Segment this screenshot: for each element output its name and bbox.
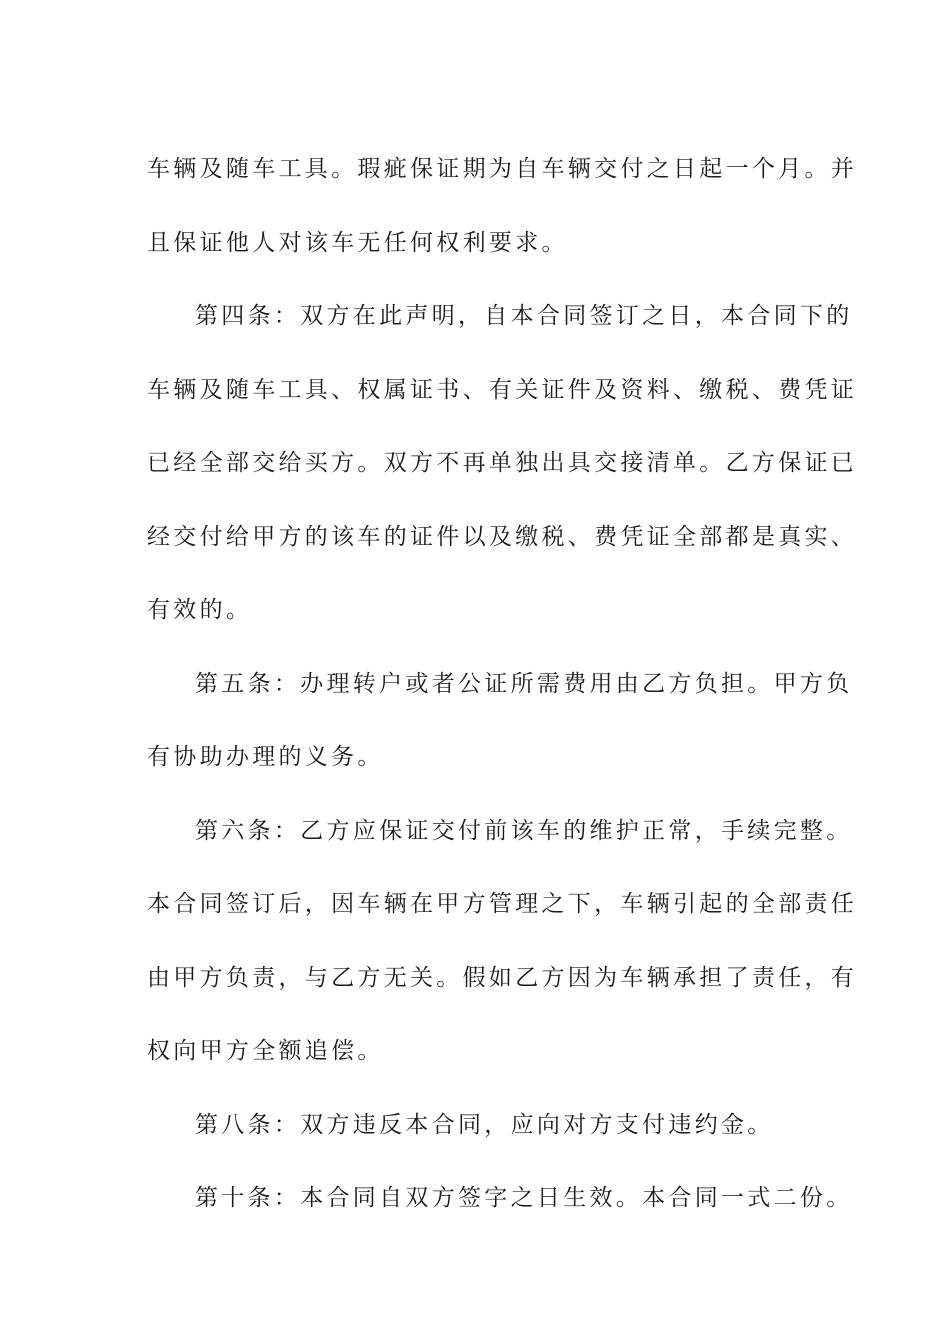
article-six-line: 第六条：乙方应保证交付前该车的维护正常，手续完整。	[195, 817, 853, 844]
text-line: 本合同签订后，因车辆在甲方管理之下，车辆引起的全部责任	[147, 891, 858, 917]
text-line: 且保证他人对该车无任何权利要求。	[147, 229, 568, 256]
text-line: 经交付给甲方的该车的证件以及缴税、费凭证全部都是真实、	[147, 523, 858, 550]
text-line: 已经全部交给买方。双方不再单独出具交接清单。乙方保证已	[147, 450, 858, 476]
text-line: 有效的。	[147, 597, 253, 623]
text-line: 车辆及随车工具。瑕疵保证期为自车辆交付之日起一个月。并	[147, 156, 858, 182]
text-line: 由甲方负责，与乙方无关。假如乙方因为车辆承担了责任，有	[147, 964, 858, 991]
text-line: 有协助办理的义务。	[147, 744, 384, 770]
text-line: 权向甲方全额追偿。	[147, 1038, 384, 1064]
text-line: 车辆及随车工具、权属证书、有关证件及资料、缴税、费凭证	[147, 376, 858, 403]
article-eight-line: 第八条：双方违反本合同，应向对方支付违约金。	[195, 1111, 774, 1138]
article-four-line: 第四条：双方在此声明，自本合同签订之日，本合同下的	[195, 303, 853, 329]
article-ten-line: 第十条：本合同自双方签字之日生效。本合同一式二份。	[195, 1185, 853, 1211]
contract-body-text	[147, 133, 858, 1236]
article-five-line: 第五条：办理转户或者公证所需费用由乙方负担。甲方负	[195, 670, 853, 697]
